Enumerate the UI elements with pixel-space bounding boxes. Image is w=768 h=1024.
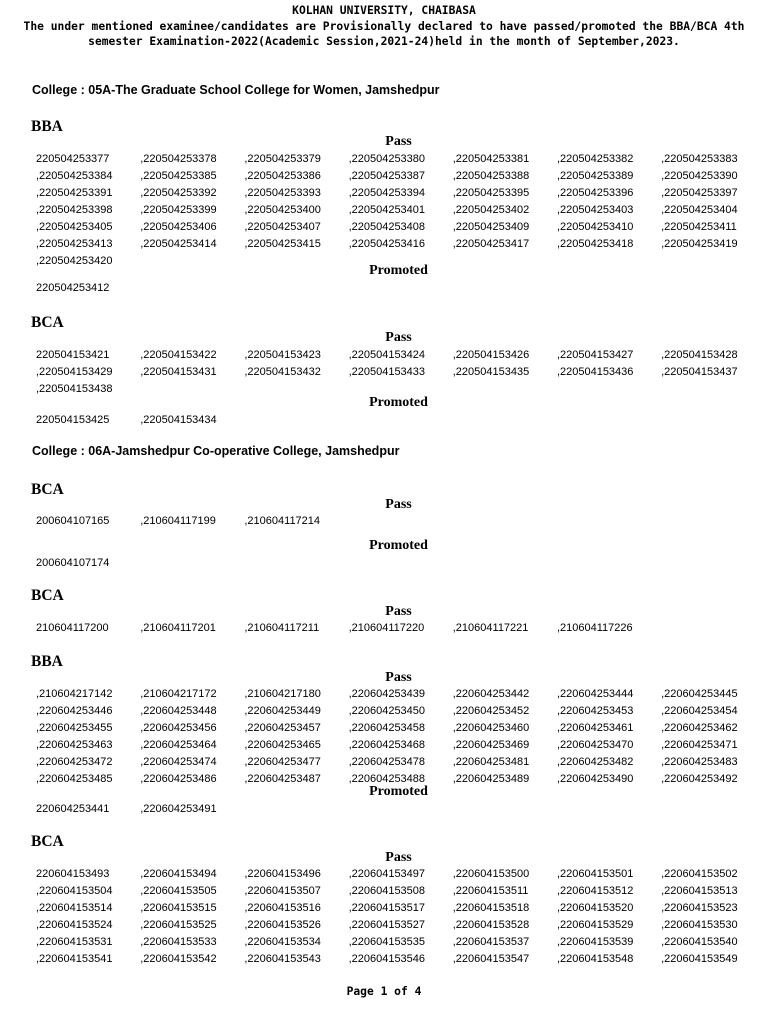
roll-number: ,220604153534 <box>244 936 321 948</box>
roll-number: ,220604153542 <box>140 953 217 965</box>
roll-number: ,220604153537 <box>452 936 530 948</box>
roll-number: ,220604253461 <box>556 722 634 734</box>
roll-number: ,220504253382 <box>556 153 634 165</box>
roll-number: ,220604253462 <box>661 722 738 734</box>
roll-number: ,220604253450 <box>348 705 426 717</box>
roll-number: ,220504253406 <box>140 221 217 233</box>
roll-number: ,220604253458 <box>348 722 426 734</box>
roll-number: ,220504253415 <box>244 238 321 250</box>
page-number: Page 1 of 4 <box>346 985 422 998</box>
roll-number: ,220504253390 <box>661 170 738 182</box>
roll-number: ,210604217142 <box>36 688 113 700</box>
promoted-heading: Promoted <box>369 784 428 799</box>
pass-heading: Pass <box>385 670 412 685</box>
roll-number: ,220604153494 <box>140 868 217 880</box>
roll-number: ,220604153514 <box>36 902 113 914</box>
roll-number: ,220604153530 <box>661 919 738 931</box>
roll-number: ,220604253488 <box>348 773 426 785</box>
roll-number: ,220604153512 <box>556 885 634 897</box>
roll-number: ,220604253445 <box>661 688 738 700</box>
roll-number: 220504153425 <box>36 414 110 426</box>
roll-number: ,220604253481 <box>452 756 530 768</box>
roll-number: ,220604153540 <box>661 936 738 948</box>
pass-roll-list <box>36 347 766 398</box>
roll-number: ,220604153525 <box>140 919 217 931</box>
university-title: KOLHAN UNIVERSITY, CHAIBASA <box>292 4 476 17</box>
roll-number: ,220604153527 <box>348 919 426 931</box>
pass-heading: Pass <box>385 330 412 345</box>
roll-number: ,220604253468 <box>348 739 426 751</box>
roll-number: ,220604253478 <box>348 756 426 768</box>
roll-number: ,220604153508 <box>348 885 426 897</box>
roll-number: ,220604253492 <box>661 773 738 785</box>
pass-roll-list <box>36 513 766 530</box>
roll-number: ,220604253490 <box>556 773 634 785</box>
roll-number: ,220604253456 <box>140 722 217 734</box>
roll-number: ,220504253404 <box>661 204 738 216</box>
roll-number: ,220604253464 <box>140 739 217 751</box>
roll-number: ,220504253399 <box>140 204 217 216</box>
roll-number: ,210604117211 <box>244 622 320 634</box>
pass-heading: Pass <box>385 497 412 512</box>
roll-number: 220504253412 <box>36 282 110 294</box>
roll-number: ,220504253379 <box>244 153 321 165</box>
roll-number: ,220504153431 <box>140 366 217 378</box>
roll-number: ,220604153543 <box>244 953 321 965</box>
roll-number: ,220504153438 <box>36 383 113 395</box>
roll-number: ,220604153516 <box>244 902 321 914</box>
roll-number: ,220604153526 <box>244 919 321 931</box>
roll-number: ,220604153511 <box>452 885 529 897</box>
promoted-roll-list <box>36 280 766 297</box>
roll-number: ,220504253378 <box>140 153 217 165</box>
roll-number: ,220604153517 <box>348 902 426 914</box>
promoted-roll-list <box>36 555 766 572</box>
roll-number: ,220504253386 <box>244 170 321 182</box>
roll-number: ,220504253397 <box>661 187 738 199</box>
program-heading: BBA <box>31 118 63 135</box>
roll-number: 220604253441 <box>36 803 110 815</box>
roll-number: ,220504253392 <box>140 187 217 199</box>
roll-number: ,220504253402 <box>452 204 530 216</box>
roll-number: ,220604253446 <box>36 705 113 717</box>
roll-number: ,220604253465 <box>244 739 321 751</box>
roll-number: ,220604153529 <box>556 919 634 931</box>
roll-number: ,220504253398 <box>36 204 113 216</box>
roll-number: ,220604253469 <box>452 739 530 751</box>
roll-number: 220504253377 <box>36 153 110 165</box>
roll-number: ,220604153500 <box>452 868 530 880</box>
roll-number: ,220504253381 <box>452 153 530 165</box>
pass-roll-list <box>36 151 766 270</box>
roll-number: ,220504253408 <box>348 221 426 233</box>
roll-number: ,220504153427 <box>556 349 634 361</box>
roll-number: ,220604153505 <box>140 885 217 897</box>
roll-number: ,220504253407 <box>244 221 321 233</box>
roll-number: ,220604253452 <box>452 705 530 717</box>
roll-number: 200604107165 <box>36 515 110 527</box>
roll-number: ,220604253470 <box>556 739 634 751</box>
roll-number: 210604117200 <box>36 622 109 634</box>
roll-number: ,210604117226 <box>556 622 633 634</box>
roll-number: ,220604253463 <box>36 739 113 751</box>
roll-number: ,220504153433 <box>348 366 426 378</box>
roll-number: ,220504153429 <box>36 366 113 378</box>
roll-number: ,210604117214 <box>244 515 321 527</box>
roll-number: ,220604253491 <box>140 803 217 815</box>
pass-roll-list <box>36 620 766 637</box>
roll-number: ,220604253457 <box>244 722 321 734</box>
roll-number: ,210604217172 <box>140 688 217 700</box>
roll-number: ,220504153423 <box>244 349 321 361</box>
roll-number: ,220604253483 <box>661 756 738 768</box>
roll-number: ,220504253396 <box>556 187 634 199</box>
declaration-text: The under mentioned examinee/candidates are Provisionally declared to have passed/promoted the BBA/BCA 4th semester Examination-2022(Academic Session,2021-24)held in the month of September,2023. <box>23 20 745 48</box>
roll-number: ,220604253455 <box>36 722 113 734</box>
roll-number: ,210604117221 <box>452 622 529 634</box>
roll-number: ,220604253487 <box>244 773 321 785</box>
roll-number: ,220504253418 <box>556 238 634 250</box>
roll-number: ,220604153518 <box>452 902 530 914</box>
roll-number: ,220604253454 <box>661 705 738 717</box>
roll-number: ,220504153432 <box>244 366 321 378</box>
roll-number: ,220504153428 <box>661 349 738 361</box>
roll-number: ,220604253489 <box>452 773 530 785</box>
roll-number: ,220504253400 <box>244 204 321 216</box>
roll-number: ,220504253414 <box>140 238 217 250</box>
roll-number: ,220504253385 <box>140 170 217 182</box>
roll-number: ,220604153539 <box>556 936 634 948</box>
roll-number: ,220504153435 <box>452 366 530 378</box>
roll-number: ,220504153434 <box>140 414 217 426</box>
roll-number: ,210604217180 <box>244 688 321 700</box>
roll-number: ,220504153422 <box>140 349 217 361</box>
roll-number: ,220504253394 <box>348 187 426 199</box>
roll-number: ,220504153426 <box>452 349 530 361</box>
roll-number: ,220504253389 <box>556 170 634 182</box>
roll-number: ,220504253388 <box>452 170 530 182</box>
roll-number: ,220604153528 <box>452 919 530 931</box>
roll-number: ,220604153507 <box>244 885 321 897</box>
roll-number: ,220604153535 <box>348 936 426 948</box>
roll-number: ,220504253393 <box>244 187 321 199</box>
roll-number: ,220604153548 <box>556 953 634 965</box>
roll-number: 200604107174 <box>36 557 110 569</box>
program-heading: BCA <box>31 314 64 331</box>
roll-number: ,220604153497 <box>348 868 426 880</box>
roll-number: ,220504153437 <box>661 366 738 378</box>
roll-number: ,220604253477 <box>244 756 321 768</box>
roll-number: ,220604153520 <box>556 902 634 914</box>
college-name: College : 05A-The Graduate School College for Women, Jamshedpur <box>32 83 440 97</box>
roll-number: ,220604253474 <box>140 756 217 768</box>
roll-number: ,220504253413 <box>36 238 113 250</box>
roll-number: ,220504253411 <box>661 221 737 233</box>
roll-number: ,220504253384 <box>36 170 113 182</box>
roll-number: ,220604253449 <box>244 705 321 717</box>
roll-number: ,220604253439 <box>348 688 426 700</box>
program-heading: BCA <box>31 833 64 850</box>
roll-number: ,210604117201 <box>140 622 216 634</box>
roll-number: ,220504253383 <box>661 153 738 165</box>
roll-number: ,220604253472 <box>36 756 113 768</box>
program-heading: BBA <box>31 653 63 670</box>
program-heading: BCA <box>31 481 64 498</box>
roll-number: ,220604153502 <box>661 868 738 880</box>
roll-number: ,220604253442 <box>452 688 530 700</box>
roll-number: ,220504253409 <box>452 221 530 233</box>
roll-number: ,220504253419 <box>661 238 738 250</box>
roll-number: ,220604153546 <box>348 953 426 965</box>
pass-heading: Pass <box>385 604 412 619</box>
roll-number: ,220604153504 <box>36 885 113 897</box>
pass-roll-list <box>36 866 766 968</box>
roll-number: ,220504253391 <box>36 187 113 199</box>
roll-number: ,220604153501 <box>556 868 634 880</box>
roll-number: ,220504153436 <box>556 366 634 378</box>
roll-number: ,210604117220 <box>348 622 425 634</box>
roll-number: ,210604117199 <box>140 515 216 527</box>
roll-number: ,220504253395 <box>452 187 530 199</box>
roll-number: ,220604153531 <box>36 936 113 948</box>
roll-number: ,220504253420 <box>36 255 113 267</box>
roll-number: ,220504153424 <box>348 349 426 361</box>
roll-number: 220604153493 <box>36 868 110 880</box>
roll-number: ,220604253460 <box>452 722 530 734</box>
program-heading: BCA <box>31 587 64 604</box>
pass-heading: Pass <box>385 134 412 149</box>
roll-number: ,220604153541 <box>36 953 113 965</box>
roll-number: ,220604253485 <box>36 773 113 785</box>
roll-number: ,220604253453 <box>556 705 634 717</box>
roll-number: 220504153421 <box>36 349 110 361</box>
roll-number: ,220504253380 <box>348 153 426 165</box>
roll-number: ,220604253471 <box>661 739 738 751</box>
pass-roll-list <box>36 686 766 788</box>
roll-number: ,220504253387 <box>348 170 426 182</box>
roll-number: ,220604153523 <box>661 902 738 914</box>
roll-number: ,220604253486 <box>140 773 217 785</box>
roll-number: ,220604253482 <box>556 756 634 768</box>
roll-number: ,220604153524 <box>36 919 113 931</box>
roll-number: ,220604253444 <box>556 688 634 700</box>
promoted-heading: Promoted <box>369 395 428 410</box>
roll-number: ,220604153515 <box>140 902 217 914</box>
roll-number: ,220504253417 <box>452 238 530 250</box>
promoted-roll-list <box>36 801 766 818</box>
roll-number: ,220604153496 <box>244 868 321 880</box>
roll-number: ,220504253403 <box>556 204 634 216</box>
roll-number: ,220604253448 <box>140 705 217 717</box>
roll-number: ,220604153549 <box>661 953 738 965</box>
promoted-heading: Promoted <box>369 263 428 278</box>
roll-number: ,220604153547 <box>452 953 530 965</box>
pass-heading: Pass <box>385 850 412 865</box>
roll-number: ,220504253410 <box>556 221 634 233</box>
roll-number: ,220504253416 <box>348 238 426 250</box>
promoted-heading: Promoted <box>369 538 428 553</box>
roll-number: ,220604153513 <box>661 885 738 897</box>
roll-number: ,220504253405 <box>36 221 113 233</box>
promoted-roll-list <box>36 412 766 429</box>
roll-number: ,220604153533 <box>140 936 217 948</box>
roll-number: ,220504253401 <box>348 204 426 216</box>
college-name: College : 06A-Jamshedpur Co-operative College, Jamshedpur <box>32 444 400 458</box>
